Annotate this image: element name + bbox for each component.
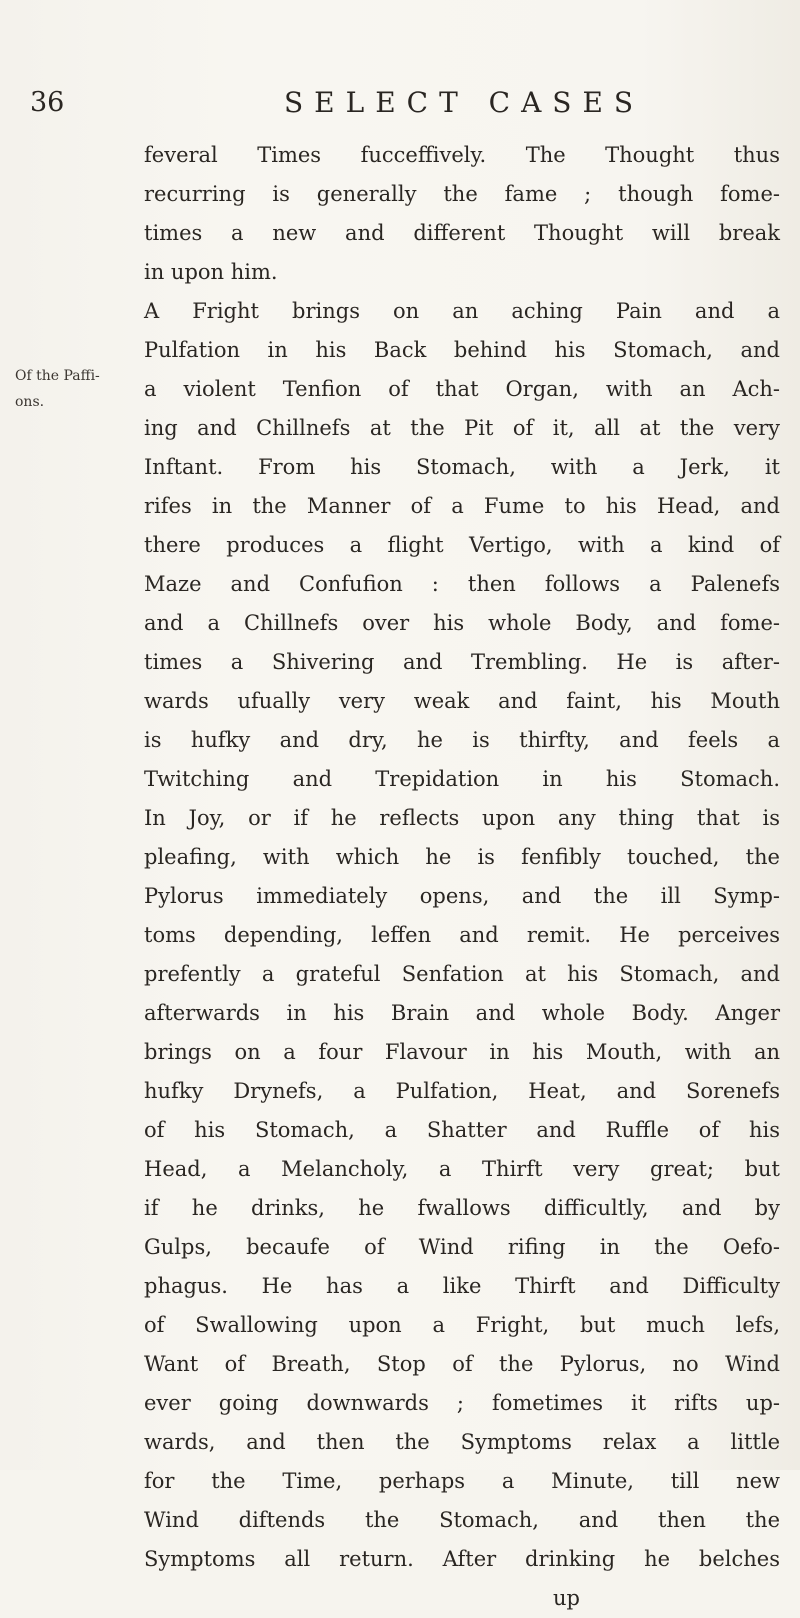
text-line: ing and Chillnefs at the Pit of it, all at the very <box>144 416 780 440</box>
text-line: is hufky and dry, he is thirfty, and feels a <box>144 728 780 752</box>
text-line: rifes in the Manner of a Fume to his Head, and <box>144 494 780 518</box>
text-line: afterwards in his Brain and whole Body. Anger <box>144 1001 780 1025</box>
text-line: for the Time, perhaps a Minute, till new <box>144 1469 780 1493</box>
text-line: in upon him. <box>144 260 278 284</box>
text-line: of Swallowing upon a Fright, but much lefs, <box>144 1313 780 1337</box>
text-line: there produces a flight Vertigo, with a kind of <box>144 533 780 557</box>
text-line: of his Stomach, a Shatter and Ruffle of his <box>144 1118 780 1142</box>
text-line: Head, a Melancholy, a Thirft very great; but <box>144 1157 780 1181</box>
text-line: prefently a grateful Senfation at his Stomach, and <box>144 962 780 986</box>
text-line: phagus. He has a like Thirft and Difficulty <box>144 1274 780 1298</box>
page-number: 36 <box>30 87 65 118</box>
text-line: a violent Tenfion of that Organ, with an Ach- <box>144 377 780 401</box>
text-line: wards ufually very weak and faint, his Mouth <box>144 689 780 713</box>
margin-note-line: ons. <box>15 394 45 410</box>
text-line: pleafing, with which he is fenfibly touched, the <box>144 845 780 869</box>
text-line: toms depending, leffen and remit. He perceives <box>144 923 780 947</box>
text-line: Wind diftends the Stomach, and then the <box>144 1508 780 1532</box>
text-line: wards, and then the Symptoms relax a little <box>144 1430 780 1454</box>
text-line: Maze and Confufion : then follows a Palenefs <box>144 572 780 596</box>
text-line: recurring is generally the fame ; though fome- <box>144 182 780 206</box>
text-line: brings on a four Flavour in his Mouth, with an <box>144 1040 780 1064</box>
text-line: Want of Breath, Stop of the Pylorus, no Wind <box>144 1352 780 1376</box>
text-line: Gulps, becaufe of Wind rifing in the Oefo- <box>144 1235 780 1259</box>
text-line: hufky Drynefs, a Pulfation, Heat, and Sorenefs <box>144 1079 780 1103</box>
text-line: and a Chillnefs over his whole Body, and fome- <box>144 611 780 635</box>
text-line: Inftant. From his Stomach, with a Jerk, it <box>144 455 780 479</box>
text-line: times a new and different Thought will break <box>144 221 780 245</box>
margin-note-line: Of the Paffi- <box>15 368 100 384</box>
text-line: feveral Times fucceffively. The Thought thus <box>144 143 780 167</box>
running-head: SELECT CASES <box>284 86 645 119</box>
body-text <box>144 136 780 1618</box>
text-line: Pylorus immediately opens, and the ill Symp- <box>144 884 780 908</box>
text-line: Pulfation in his Back behind his Stomach, and <box>144 338 780 362</box>
text-line: Twitching and Trepidation in his Stomach. <box>144 767 780 791</box>
text-line: In Joy, or if he reflects upon any thing that is <box>144 806 780 830</box>
text-line: if he drinks, he fwallows difficultly, and by <box>144 1196 780 1220</box>
catchword: up <box>553 1586 580 1610</box>
text-line: times a Shivering and Trembling. He is after- <box>144 650 780 674</box>
margin-note <box>15 363 115 415</box>
text-line: ever going downwards ; fometimes it rifts up- <box>144 1391 780 1415</box>
text-line: A Fright brings on an aching Pain and a <box>144 299 780 323</box>
text-line: Symptoms all return. After drinking he belches <box>144 1547 780 1571</box>
